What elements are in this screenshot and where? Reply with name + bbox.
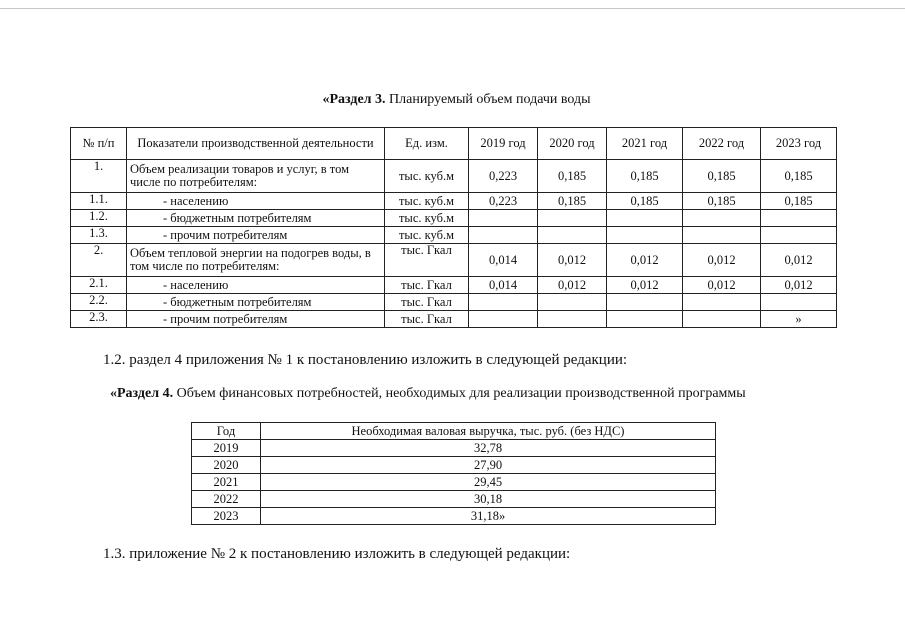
paragraph-1-3: 1.3. приложение № 2 к постановлению изложить в следующей редакции:	[103, 546, 571, 562]
row-revenue: 31,18»	[261, 508, 716, 525]
table-row	[71, 294, 837, 311]
row-value-2020: 0,185	[538, 160, 607, 193]
financial-needs-table	[191, 422, 716, 525]
row-value-2021	[607, 311, 683, 328]
row-unit: тыс. куб.м	[385, 193, 469, 210]
row-value-2020	[538, 294, 607, 311]
row-unit: тыс. Гкал	[385, 244, 469, 277]
row-unit: тыс. Гкал	[385, 311, 469, 328]
row-year: 2020	[192, 457, 261, 474]
row-value-2020: 0,012	[538, 244, 607, 277]
row-num: 2.2.	[71, 294, 127, 311]
row-value-2019	[469, 311, 538, 328]
section-4-title	[110, 386, 746, 402]
table-header-row	[71, 128, 837, 160]
section-4-title-bold: «Раздел 4.	[110, 386, 174, 401]
row-value-2022	[683, 311, 761, 328]
header-2019: 2019 год	[469, 128, 538, 160]
row-year: 2019	[192, 440, 261, 457]
row-unit: тыс. Гкал	[385, 277, 469, 294]
row-value-2022: 0,012	[683, 277, 761, 294]
row-name: - населению	[127, 193, 385, 210]
row-value-2023: 0,012	[761, 277, 837, 294]
row-value-2023	[761, 227, 837, 244]
table-row	[192, 440, 716, 457]
row-year: 2023	[192, 508, 261, 525]
row-value-2019: 0,223	[469, 193, 538, 210]
row-num: 2.3.	[71, 311, 127, 328]
row-value-2023: »	[761, 311, 837, 328]
table-row	[192, 474, 716, 491]
row-num: 1.1.	[71, 193, 127, 210]
row-value-2021: 0,185	[607, 193, 683, 210]
table-row	[71, 244, 837, 277]
header-year: Год	[192, 423, 261, 440]
row-name: Объем тепловой энергии на подогрев воды, в том числе по потребителям:	[127, 244, 385, 277]
row-name: Объем реализации товаров и услуг, в том числе по потребителям:	[127, 160, 385, 193]
row-revenue: 29,45	[261, 474, 716, 491]
row-value-2021: 0,012	[607, 244, 683, 277]
table-row	[71, 311, 837, 328]
page-top-edge	[0, 8, 905, 9]
row-value-2019	[469, 227, 538, 244]
row-value-2021	[607, 227, 683, 244]
row-value-2022	[683, 227, 761, 244]
header-num: № п/п	[71, 128, 127, 160]
table-row	[71, 227, 837, 244]
table-row	[71, 277, 837, 294]
row-value-2022: 0,012	[683, 244, 761, 277]
row-revenue: 30,18	[261, 491, 716, 508]
row-value-2019: 0,014	[469, 244, 538, 277]
row-value-2021	[607, 210, 683, 227]
section-3-title	[0, 92, 905, 108]
section-3-title-bold: «Раздел 3.	[322, 92, 386, 107]
row-value-2023	[761, 294, 837, 311]
row-num: 2.	[71, 244, 127, 277]
row-unit: тыс. Гкал	[385, 294, 469, 311]
header-2023: 2023 год	[761, 128, 837, 160]
table-row	[192, 491, 716, 508]
table-row	[71, 160, 837, 193]
water-supply-table	[70, 127, 837, 328]
row-value-2022: 0,185	[683, 160, 761, 193]
table-row	[192, 457, 716, 474]
row-value-2019	[469, 210, 538, 227]
row-value-2020	[538, 311, 607, 328]
row-value-2023: 0,185	[761, 193, 837, 210]
row-name: - прочим потребителям	[127, 311, 385, 328]
row-num: 2.1.	[71, 277, 127, 294]
paragraph-1-2: 1.2. раздел 4 приложения № 1 к постановлению изложить в следующей редакции:	[103, 352, 628, 368]
row-value-2020	[538, 210, 607, 227]
header-2020: 2020 год	[538, 128, 607, 160]
row-value-2019	[469, 294, 538, 311]
row-num: 1.2.	[71, 210, 127, 227]
section-3-title-text: Планируемый объем подачи воды	[385, 92, 591, 107]
row-revenue: 27,90	[261, 457, 716, 474]
row-value-2022: 0,185	[683, 193, 761, 210]
table-row	[71, 193, 837, 210]
header-unit: Ед. изм.	[385, 128, 469, 160]
row-value-2021: 0,185	[607, 160, 683, 193]
row-value-2020: 0,012	[538, 277, 607, 294]
row-year: 2022	[192, 491, 261, 508]
row-unit: тыс. куб.м	[385, 210, 469, 227]
header-2022: 2022 год	[683, 128, 761, 160]
row-value-2022	[683, 210, 761, 227]
row-name: - прочим потребителям	[127, 227, 385, 244]
row-value-2023: 0,012	[761, 244, 837, 277]
table-row	[192, 508, 716, 525]
row-num: 1.	[71, 160, 127, 193]
row-name: - бюджетным потребителям	[127, 210, 385, 227]
row-value-2023: 0,185	[761, 160, 837, 193]
row-value-2019: 0,014	[469, 277, 538, 294]
row-revenue: 32,78	[261, 440, 716, 457]
row-num: 1.3.	[71, 227, 127, 244]
row-value-2022	[683, 294, 761, 311]
row-value-2023	[761, 210, 837, 227]
header-indicator: Показатели производственной деятельности	[127, 128, 385, 160]
row-value-2019: 0,223	[469, 160, 538, 193]
row-unit: тыс. куб.м	[385, 160, 469, 193]
row-unit: тыс. куб.м	[385, 227, 469, 244]
header-2021: 2021 год	[607, 128, 683, 160]
table-header-row	[192, 423, 716, 440]
row-value-2021	[607, 294, 683, 311]
row-value-2021: 0,012	[607, 277, 683, 294]
table-row	[71, 210, 837, 227]
header-revenue: Необходимая валовая выручка, тыс. руб. (без НДС)	[261, 423, 716, 440]
row-year: 2021	[192, 474, 261, 491]
row-name: - бюджетным потребителям	[127, 294, 385, 311]
row-value-2020: 0,185	[538, 193, 607, 210]
section-4-title-text: Объем финансовых потребностей, необходимых для реализации производственной программы	[173, 386, 746, 401]
row-value-2020	[538, 227, 607, 244]
row-name: - населению	[127, 277, 385, 294]
